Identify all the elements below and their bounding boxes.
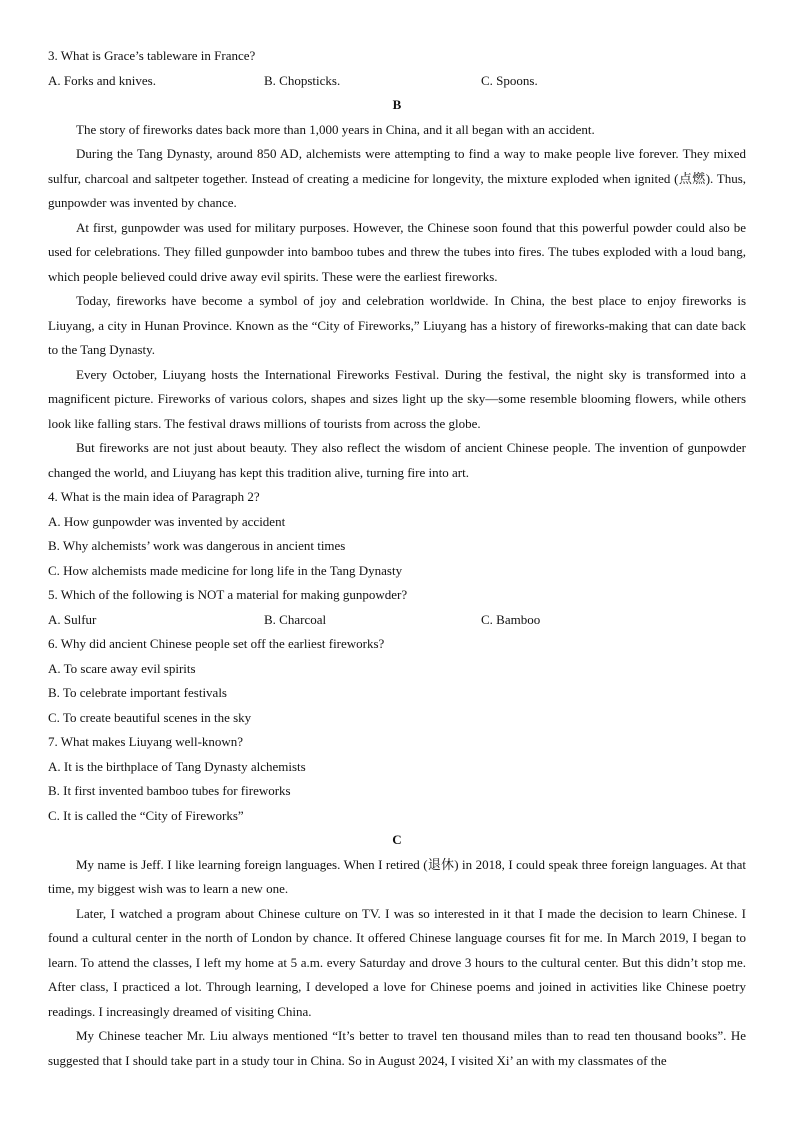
option-a: A. How gunpowder was invented by accident — [48, 513, 286, 529]
question-7: 7. What makes Liuyang well-known? — [48, 734, 244, 749]
option-a: A. Forks and knives. — [48, 72, 156, 88]
question-4: 4. What is the main idea of Paragraph 2? — [48, 489, 260, 504]
section-b-paragraph-4: Today, fireworks have become a symbol of joy and celebration worldwide. In China, the best place to enjoy fireworks is Liuyang, a city in Hunan Province. Known as the “City of Fireworks,” Liuyang has a history of fireworks-making that can date back to the Tang Dynasty. — [48, 293, 746, 357]
question-3: 3. What is Grace’s tableware in France? — [48, 48, 256, 63]
section-b-paragraph-6: But fireworks are not just about beauty. They also reflect the wisdom of ancient Chinese people. The invention of gunpowder changed the world, and Liuyang has kept this tradition alive, turning fire into art. — [48, 440, 746, 480]
option-b: B. To celebrate important festivals — [48, 685, 227, 700]
section-c-paragraph-3: My Chinese teacher Mr. Liu always mentioned “It’s better to travel ten thousand miles than to read ten thousand books”. He suggested that I should take part in a study tour in China. So in August 2024, I visited Xi’ an with my classmates of the — [48, 1028, 746, 1068]
option-a: A. Sulfur — [48, 611, 97, 627]
option-c: C. Bamboo — [481, 611, 541, 627]
option-b: B. Why alchemists’ work was dangerous in ancient times — [48, 538, 346, 553]
option-c: C. It is called the “City of Fireworks” — [48, 807, 244, 823]
option-c: C. How alchemists made medicine for long life in the Tang Dynasty — [48, 562, 403, 578]
option-c: C. To create beautiful scenes in the sky — [48, 709, 252, 725]
question-3-options — [48, 69, 746, 94]
section-b-heading: B — [392, 97, 402, 112]
exam-page — [48, 44, 746, 1073]
section-b-paragraph-3: At first, gunpowder was used for military purposes. However, the Chinese soon found that this powerful powder could also be used for celebrations. They filled gunpowder into bamboo tubes and threw the tubes into fires. The tubes exploded with a loud bang, which people believed could drive away evil spirits. These were the earliest fireworks. — [48, 219, 746, 284]
option-c: C. Spoons. — [481, 72, 538, 88]
section-b-paragraph-1: The story of fireworks dates back more than 1,000 years in China, and it all began with an accident. — [76, 121, 595, 137]
section-c-heading: C — [392, 832, 402, 847]
option-b: B. Chopsticks. — [264, 72, 341, 88]
question-5-options — [48, 608, 746, 633]
section-c-paragraph-1: My name is Jeff. I like learning foreign languages. When I retired (退休) in 2018, I could speak three foreign languages. At that time, my biggest wish was to learn a new one. — [48, 856, 746, 896]
question-6: 6. Why did ancient Chinese people set off the earliest fireworks? — [48, 636, 385, 651]
section-c-paragraph-2: Later, I watched a program about Chinese culture on TV. I was so interested in it that I made the decision to learn Chinese. I found a cultural center in the north of London by chance. It offered Chinese language courses fit for me. In March 2019, I began to learn. To attend the classes, I left my home at 5 a.m. every Saturday and drove 3 hours to the cultural center. But this didn’t stop me. After class, I practiced a lot. Through learning, I developed a love for Chinese poems and joined in activities like Chinese poetry readings. I increasingly dreamed of visiting China. — [48, 905, 746, 1019]
section-b-paragraph-2: During the Tang Dynasty, around 850 AD, alchemists were attempting to find a way to make people live forever. They mixed sulfur, charcoal and saltpeter together. Instead of creating a medicine for longevity, the mixture exploded when ignited (点燃). Thus, gunpowder was invented by chance. — [48, 146, 746, 210]
option-b: B. Charcoal — [264, 611, 327, 627]
question-5: 5. Which of the following is NOT a material for making gunpowder? — [48, 587, 408, 602]
section-b-paragraph-5: Every October, Liuyang hosts the International Fireworks Festival. During the festival, the night sky is transformed into a magnificent picture. Fireworks of various colors, shapes and sizes light up the sky—some resemble blooming flowers, while others look like falling stars. The festival draws millions of tourists from across the globe. — [48, 366, 746, 431]
option-a: A. To scare away evil spirits — [48, 660, 196, 676]
option-b: B. It first invented bamboo tubes for fireworks — [48, 783, 291, 798]
option-a: A. It is the birthplace of Tang Dynasty alchemists — [48, 758, 306, 774]
